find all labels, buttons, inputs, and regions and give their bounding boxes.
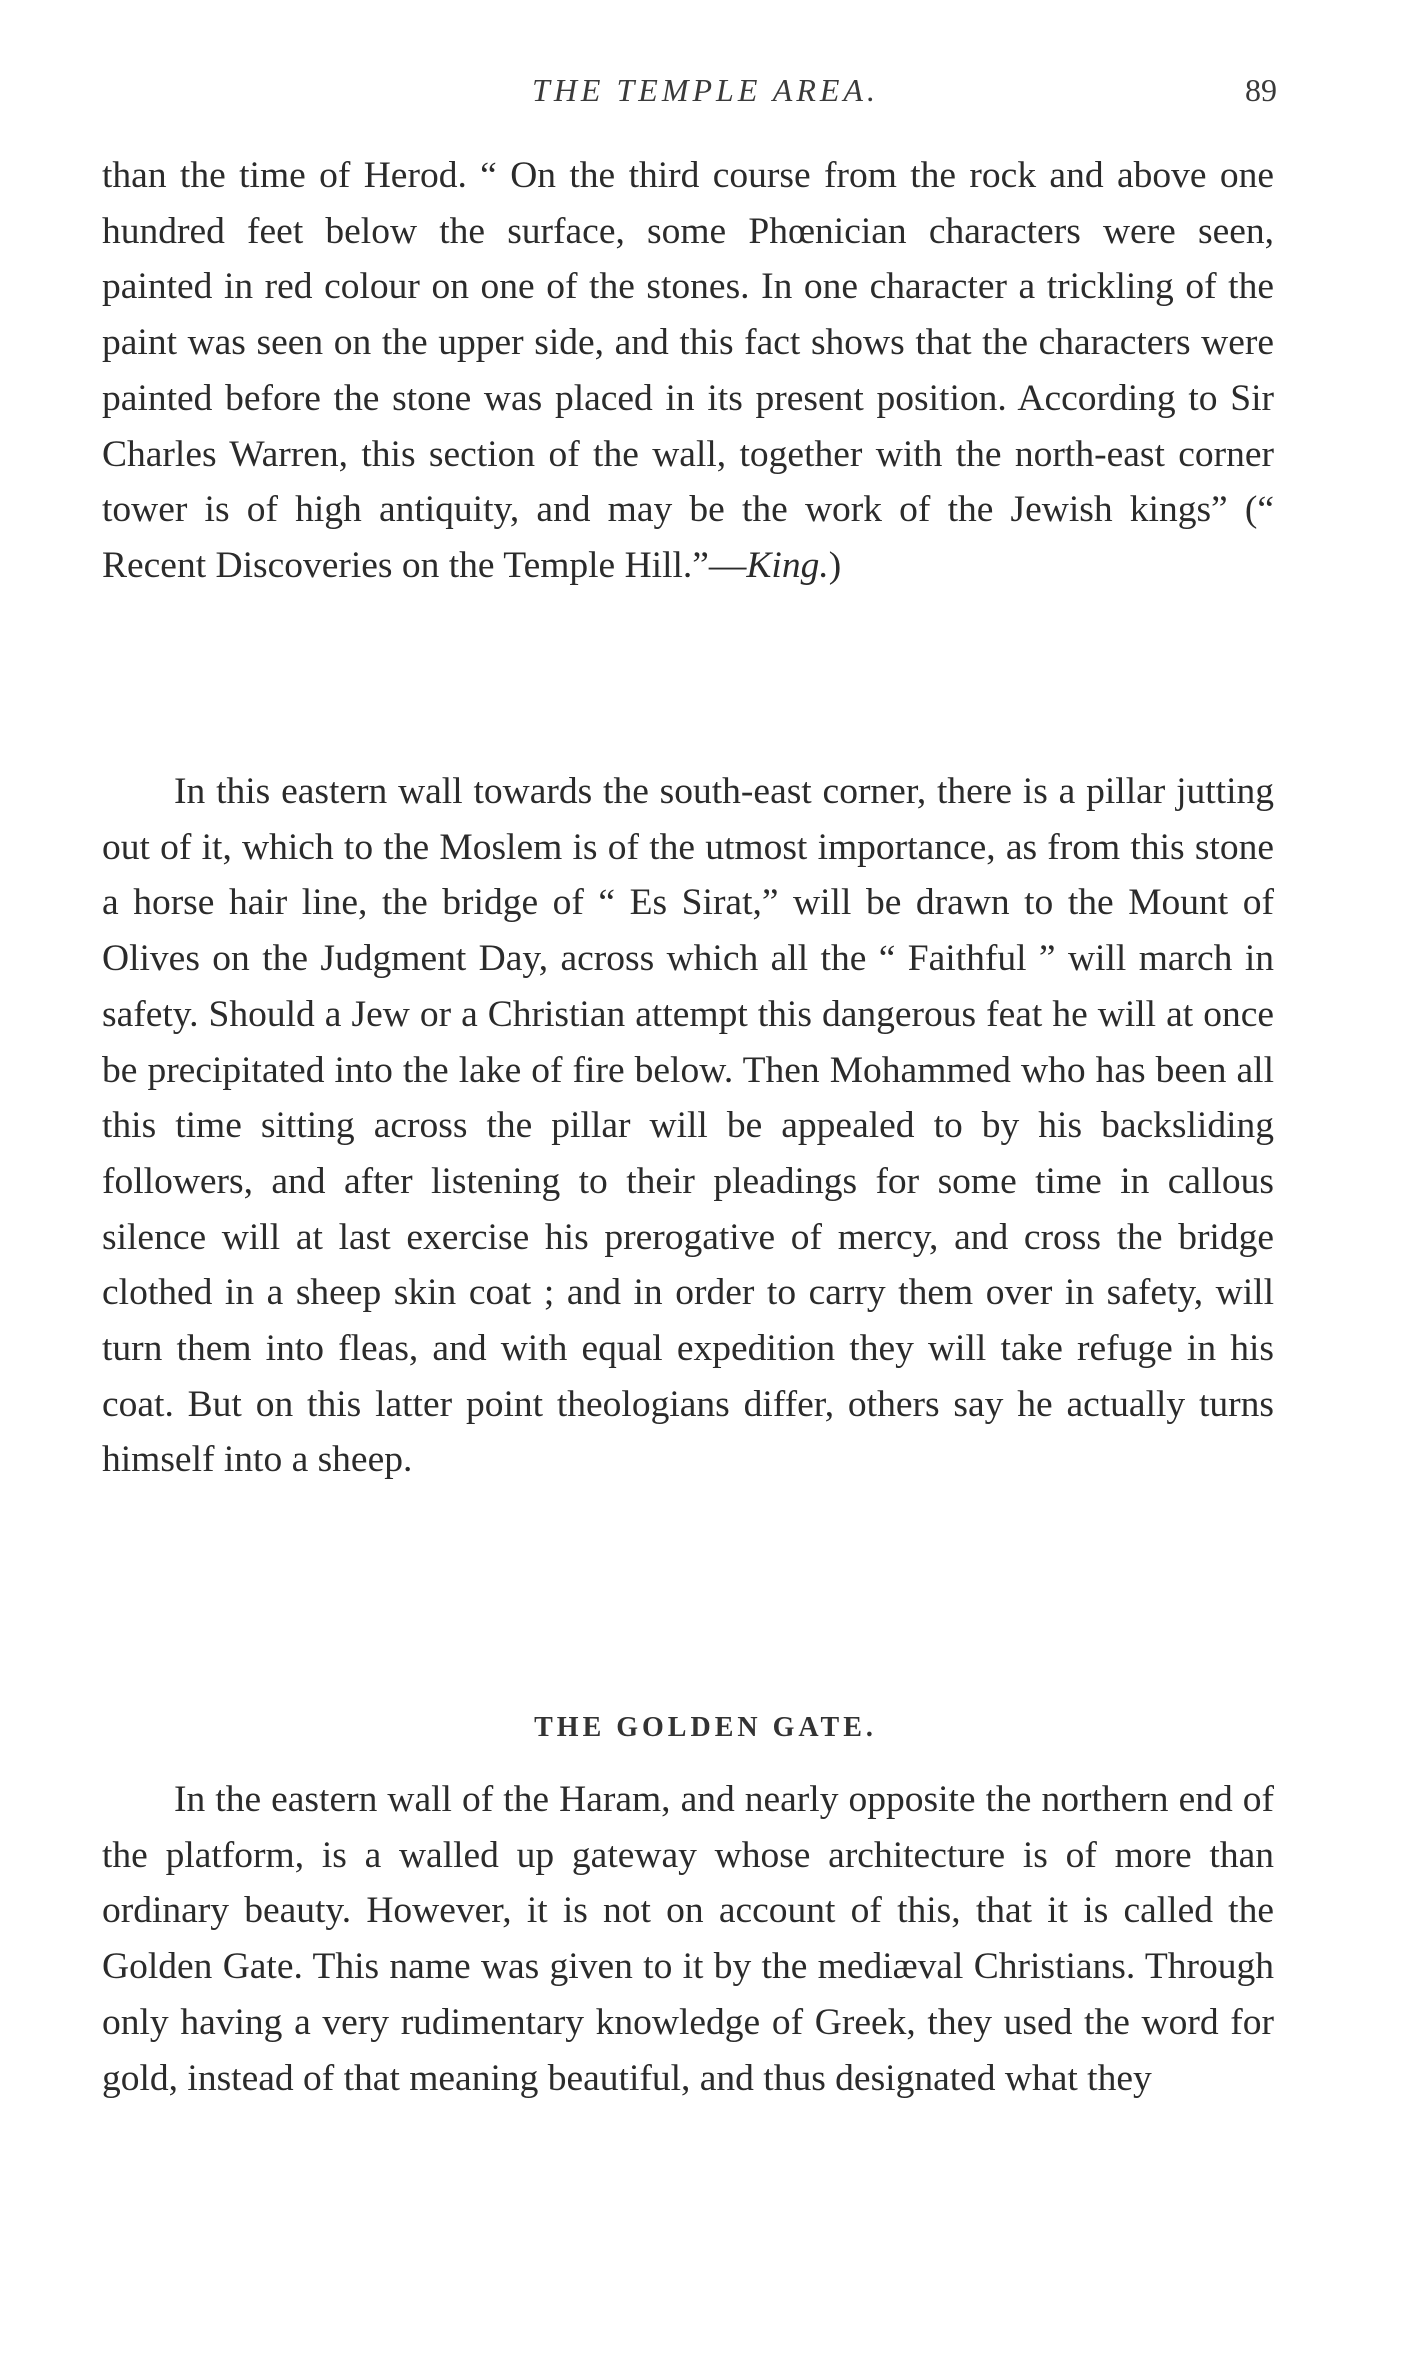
paragraph-2	[102, 764, 1274, 1488]
section-heading: THE GOLDEN GATE.	[534, 1712, 877, 1743]
paragraph-2-text: In this eastern wall towards the south-east corner, there is a pillar jutting out of it, which to the Moslem is of the utmost importance, as from this stone a horse hair line, the bridge of “ Es Sirat,” will be drawn to the Mount of Olives on the Judgment Day, across which all the “ Faithful ” will march in safety. Should a Jew or a Christian attempt this dangerous feat he will at once be precipitated into the lake of fire below. Then Mohammed who has been all this time sitting across the pillar will be appealed to by his backsliding followers, and after listening to their pleadings for some time in callous silence will at last exercise his prerogative of mercy, and cross the bridge clothed in a sheep skin coat ; and in order to carry them over in safety, will turn them into fleas, and with equal expedition they will take refuge in his coat. But on this latter point theologians differ, others say he actually turns himself into a sheep.	[102, 771, 1274, 1481]
paragraph-1-text: than the time of Herod. “ On the third course from the rock and above one hundred feet below the surface, some Phœnician characters were seen, painted in red colour on one of the stones. In one character a trickling of the paint was seen on the upper side, and this fact shows that the characters were painted before the stone was placed in its present position. According to Sir Charles Warren, this section of the wall, together with the north-east corner tower is of high antiquity, and may be the work of the Jewish kings” (“ Recent Discoveries on the Temple Hill.”—	[102, 155, 1274, 586]
citation-close: )	[828, 544, 842, 586]
running-head	[0, 72, 1411, 112]
citation-author: King.	[746, 544, 829, 586]
running-title: THE TEMPLE AREA.	[532, 72, 879, 108]
page-number: 89	[1245, 72, 1277, 108]
paragraph-1	[102, 148, 1274, 594]
paragraph-3-text: In the eastern wall of the Haram, and nearly opposite the northern end of the platform, is a walled up gateway whose architecture is of more than ordinary beauty. However, it is not on account of this, that it is called the Golden Gate. This name was given to it by the mediæval Christians. Through only having a very rudimentary knowledge of Greek, they used the word for gold, instead of that meaning beautiful, and thus designated what they	[102, 1779, 1274, 2099]
paragraph-3	[102, 1772, 1274, 2106]
